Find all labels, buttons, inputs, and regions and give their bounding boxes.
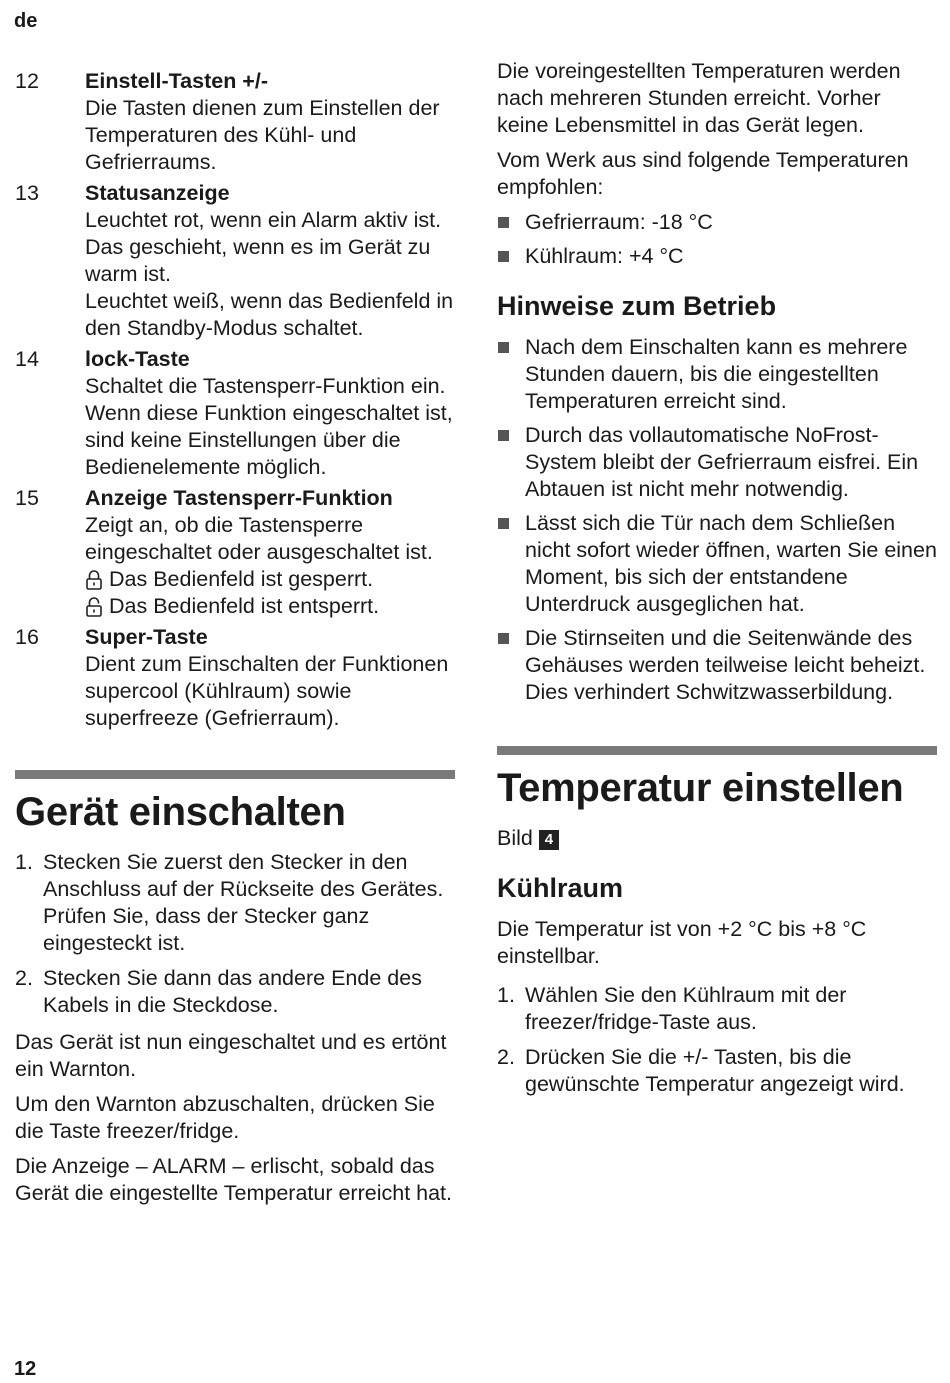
item-title: Anzeige Tastensperr-Funktion <box>85 486 393 510</box>
item-title: Super-Taste <box>85 625 208 649</box>
item-number: 16 <box>15 625 39 649</box>
section-divider <box>15 770 455 779</box>
list-item-text: Gefrierraum: -18 °C <box>525 210 713 234</box>
item-number: 15 <box>15 486 39 510</box>
item-title: Einstell-Tasten +/- <box>85 69 268 93</box>
list-item-text: Kühlraum: +4 °C <box>525 244 684 268</box>
step-item <box>497 982 937 1036</box>
step-text: Drücken Sie die +/- Tasten, bis die gewünschte Temperatur angezeigt wird. <box>525 1045 905 1096</box>
item-number: 13 <box>15 181 39 205</box>
list-item-text: Die Stirnseiten und die Seitenwände des Gehäuses werden teilweise leicht beheizt. Dies verhindert Schwitzwasserbildung. <box>525 626 926 704</box>
square-bullet-icon <box>498 251 509 262</box>
unlocked-row <box>85 593 455 620</box>
step-item <box>15 849 455 957</box>
list-item <box>497 625 937 706</box>
item-number: 12 <box>15 69 39 93</box>
item-number: 14 <box>15 347 39 371</box>
lock-closed-icon <box>85 569 103 591</box>
square-bullet-icon <box>498 518 509 529</box>
item-title: lock-Taste <box>85 347 190 371</box>
list-item <box>497 243 937 270</box>
list-item-text: Lässt sich die Tür nach dem Schließen nicht sofort wieder öffnen, warten Sie einen Moment, bis sich der entstandene Unterdruck ausgeglichen hat. <box>525 511 937 616</box>
temperature-list <box>497 209 937 270</box>
list-item-text: Durch das vollautomatische NoFrost-System bleibt der Gefrierraum eisfrei. Ein Abtauen ist nicht mehr notwendig. <box>525 423 919 501</box>
legend-item-13 <box>15 180 455 342</box>
paragraph: Um den Warnton abzuschalten, drücken Sie die Taste freezer/fridge. <box>15 1092 435 1143</box>
step-text: Wählen Sie den Kühlraum mit der freezer/fridge-Taste aus. <box>525 983 847 1034</box>
square-bullet-icon <box>498 430 509 441</box>
list-item <box>497 209 937 236</box>
step-number: 2. <box>497 1045 515 1069</box>
step-text: Stecken Sie zuerst den Stecker in den Anschluss auf der Rückseite des Gerätes. Prüfen Sie, dass der Stecker ganz eingesteckt ist. <box>43 850 444 955</box>
step-item <box>497 1044 937 1098</box>
item-text: Die Tasten dienen zum Einstellen der Temperaturen des Kühl- und Gefrierraums. <box>85 96 440 174</box>
legend-item-16 <box>15 624 455 732</box>
step-number: 2. <box>15 966 33 990</box>
section-divider <box>497 746 937 755</box>
figure-reference <box>497 825 937 852</box>
subsection-title-kuehlraum: Kühlraum <box>497 873 624 903</box>
item-text: Leuchtet rot, wenn ein Alarm aktiv ist. Das geschieht, wenn es im Gerät zu warm ist. <box>85 208 442 286</box>
locked-row <box>85 566 455 593</box>
square-bullet-icon <box>498 342 509 353</box>
legend-item-12 <box>15 68 455 176</box>
step-number: 1. <box>497 983 515 1007</box>
item-text: Schaltet die Tastensperr-Funktion ein. Wenn diese Funktion eingeschaltet ist, sind keine Einstellungen über die Bedienelemente möglich. <box>85 374 453 479</box>
language-label: de <box>14 10 38 32</box>
item-title: Statusanzeige <box>85 181 230 205</box>
intro-paragraph: Die voreingestellten Temperaturen werden nach mehreren Stunden erreicht. Vorher keine Lebensmittel in das Gerät legen. <box>497 59 901 137</box>
section-title-geraet-einschalten: Gerät einschalten <box>15 790 346 834</box>
step-text: Stecken Sie dann das andere Ende des Kabels in die Steckdose. <box>43 966 422 1017</box>
right-column <box>497 58 937 1108</box>
square-bullet-icon <box>498 217 509 228</box>
lock-open-icon <box>85 596 103 618</box>
page-number: 12 <box>14 1358 37 1380</box>
square-bullet-icon <box>498 633 509 644</box>
steps-list <box>15 849 455 1019</box>
recommended-paragraph: Vom Werk aus sind folgende Temperaturen empfohlen: <box>497 148 909 199</box>
legend-item-15 <box>15 485 455 620</box>
list-item <box>497 334 937 415</box>
locked-text: Das Bedienfeld ist gesperrt. <box>109 567 374 591</box>
step-item <box>15 965 455 1019</box>
notes-list <box>497 334 937 706</box>
figure-label: Bild <box>497 826 533 850</box>
left-column <box>15 68 455 1215</box>
item-text: Zeigt an, ob die Tastensperre eingeschaltet oder ausgeschaltet ist. <box>85 513 433 564</box>
subsection-title-hinweise: Hinweise zum Betrieb <box>497 291 777 321</box>
paragraph: Das Gerät ist nun eingeschaltet und es ertönt ein Warnton. <box>15 1030 447 1081</box>
item-text: Dient zum Einschalten der Funktionen supercool (Kühlraum) sowie superfreeze (Gefrierraum). <box>85 652 449 730</box>
unlocked-text: Das Bedienfeld ist entsperrt. <box>109 594 380 618</box>
paragraph: Die Anzeige – ALARM – erlischt, sobald das Gerät die eingestellte Temperatur erreicht hat. <box>15 1154 453 1205</box>
list-item-text: Nach dem Einschalten kann es mehrere Stunden dauern, bis die eingestellten Temperaturen erreicht sind. <box>525 335 908 413</box>
steps-list <box>497 982 937 1098</box>
section-title-temperatur-einstellen: Temperatur einstellen <box>497 766 904 810</box>
item-text: Leuchtet weiß, wenn das Bedienfeld in den Standby-Modus schaltet. <box>85 289 454 340</box>
range-paragraph: Die Temperatur ist von +2 °C bis +8 °C einstellbar. <box>497 917 867 968</box>
list-item <box>497 510 937 618</box>
legend-item-14 <box>15 346 455 481</box>
step-number: 1. <box>15 850 33 874</box>
list-item <box>497 422 937 503</box>
figure-number-badge: 4 <box>539 830 559 850</box>
